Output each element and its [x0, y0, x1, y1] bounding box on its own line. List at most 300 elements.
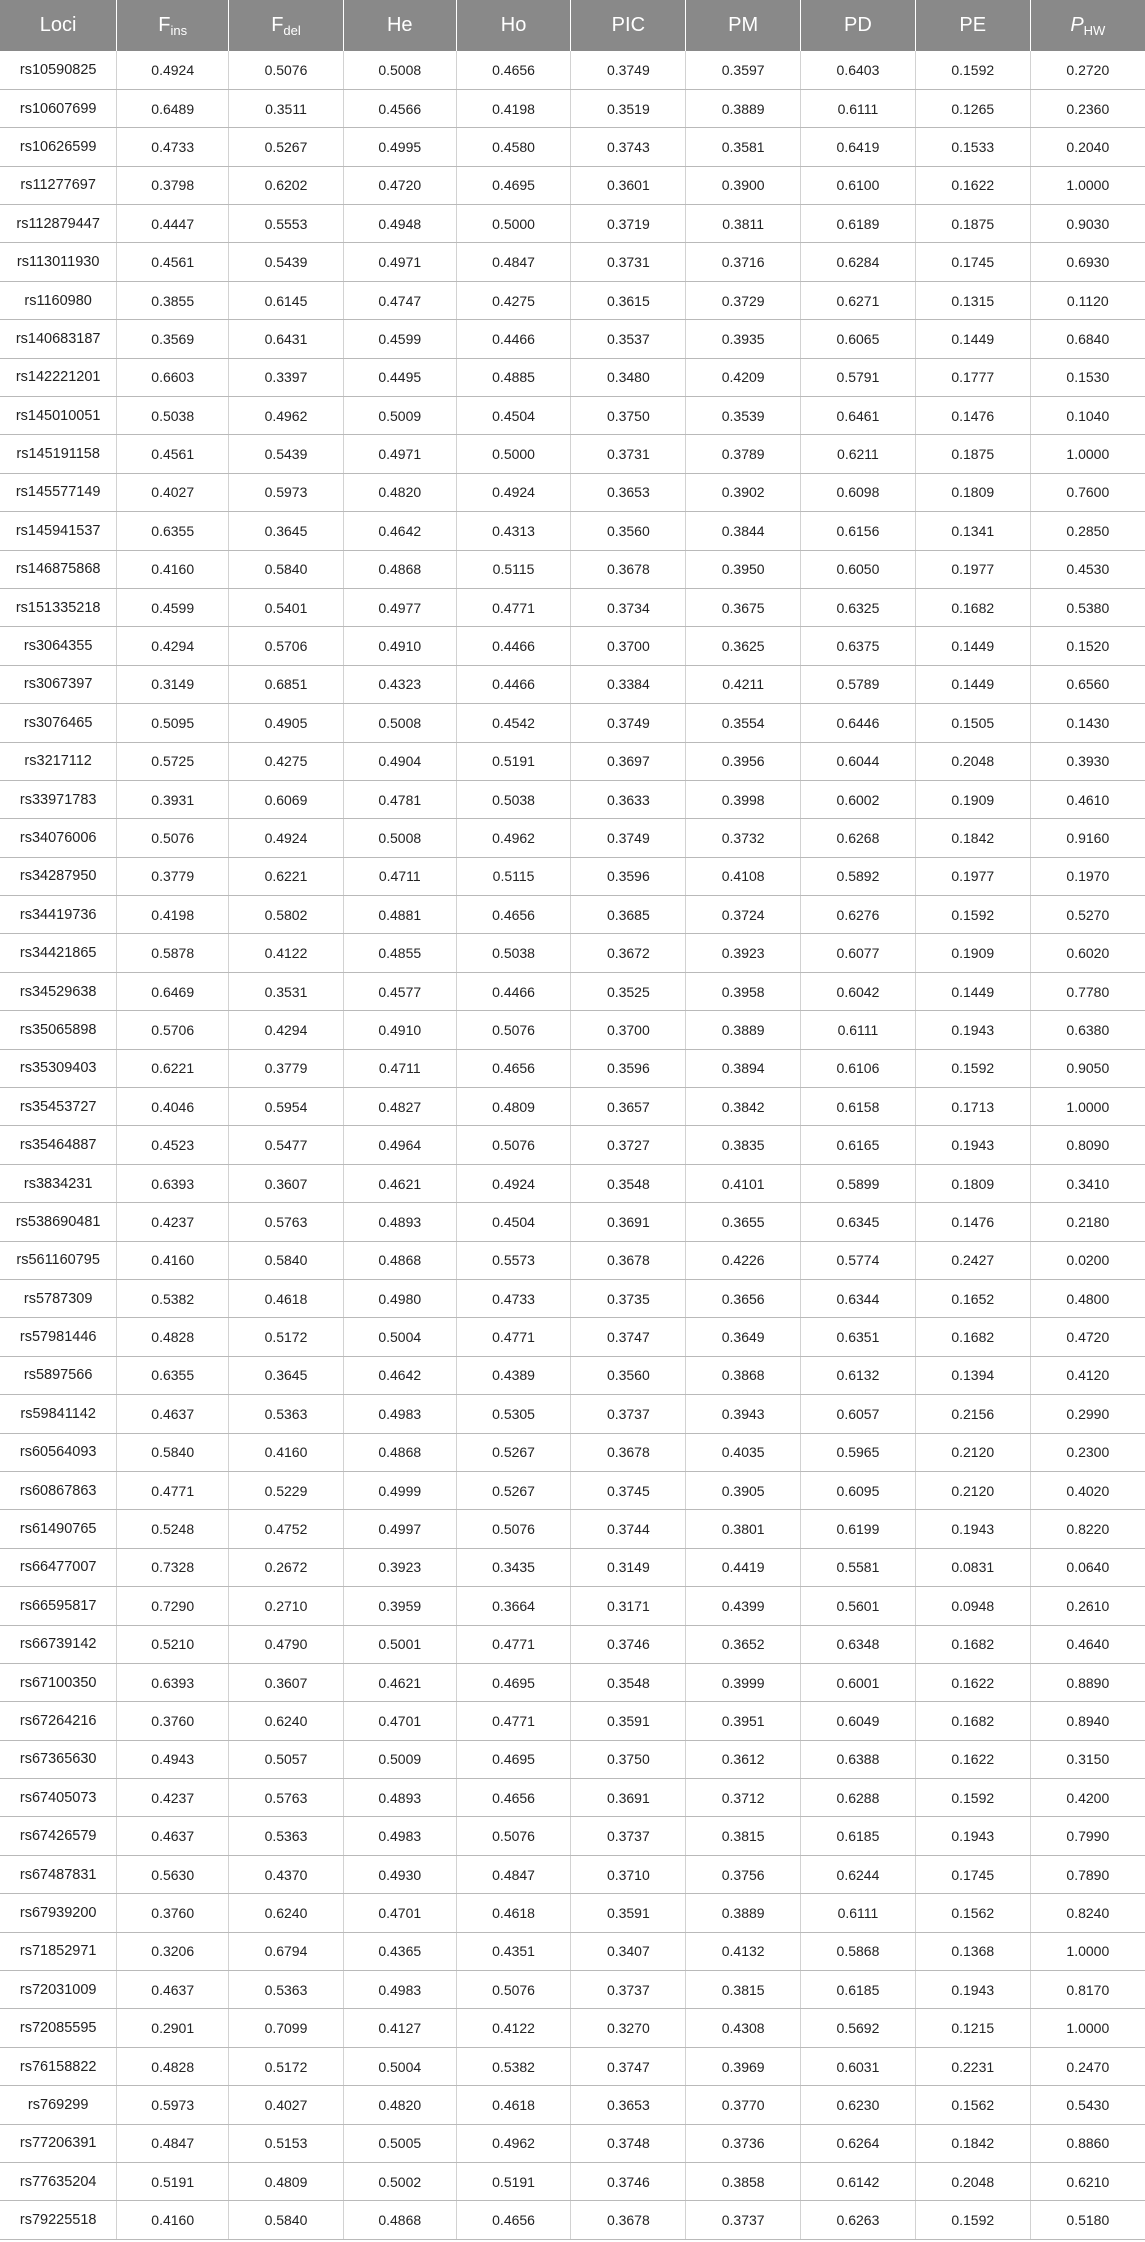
value-cell-pe: 0.1745: [915, 1855, 1030, 1893]
value-cell-pm: 0.3655: [686, 1203, 801, 1241]
value-cell-ho: 0.5076: [456, 1011, 571, 1049]
value-cell-pm: 0.3844: [686, 512, 801, 550]
value-cell-pe: 0.1682: [915, 1318, 1030, 1356]
value-cell-he: 0.4781: [343, 780, 456, 818]
table-row: [0, 1049, 1145, 1087]
value-cell-pd: 0.6375: [801, 627, 916, 665]
table-row: [0, 1356, 1145, 1394]
value-cell-pic: 0.3480: [571, 358, 686, 396]
value-cell-ho: 0.5038: [456, 934, 571, 972]
value-cell-f-del: 0.3607: [229, 1663, 344, 1701]
value-cell-pm: 0.3554: [686, 704, 801, 742]
value-cell-he: 0.5009: [343, 397, 456, 435]
table-row: [0, 1855, 1145, 1893]
value-cell-pe: 0.1315: [915, 281, 1030, 319]
value-cell-pe: 0.1592: [915, 1049, 1030, 1087]
value-cell-pm: 0.3905: [686, 1471, 801, 1509]
value-cell-pd: 0.6351: [801, 1318, 916, 1356]
value-cell-pic: 0.3596: [571, 857, 686, 895]
value-cell-f-del: 0.5172: [229, 1318, 344, 1356]
value-cell-pd: 0.6419: [801, 128, 916, 166]
table-row: [0, 320, 1145, 358]
value-cell-pd: 0.6268: [801, 819, 916, 857]
table-row: [0, 2047, 1145, 2085]
value-cell-f-ins: 0.3931: [117, 780, 229, 818]
value-cell-f-ins: 0.3855: [117, 281, 229, 319]
value-cell-pe: 0.1592: [915, 1779, 1030, 1817]
value-cell-pd: 0.5868: [801, 1932, 916, 1970]
value-cell-f-ins: 0.5076: [117, 819, 229, 857]
value-cell-pd: 0.6057: [801, 1395, 916, 1433]
value-cell-ho: 0.4771: [456, 1702, 571, 1740]
value-cell-pic: 0.3743: [571, 128, 686, 166]
value-cell-he: 0.4127: [343, 2009, 456, 2047]
value-cell-pic: 0.3171: [571, 1587, 686, 1625]
value-cell-pm: 0.3716: [686, 243, 801, 281]
value-cell-pic: 0.3633: [571, 780, 686, 818]
value-cell-pic: 0.3746: [571, 1625, 686, 1663]
value-cell-ho: 0.5000: [456, 205, 571, 243]
table-row: [0, 1702, 1145, 1740]
value-cell-ho: 0.4618: [456, 1894, 571, 1932]
value-cell-pe: 0.1652: [915, 1280, 1030, 1318]
value-cell-pd: 0.6244: [801, 1855, 916, 1893]
value-cell-pm: 0.3835: [686, 1126, 801, 1164]
locus-cell: rs10590825: [0, 51, 117, 89]
value-cell-ho: 0.4351: [456, 1932, 571, 1970]
value-cell-p-hw: 0.3150: [1030, 1740, 1145, 1778]
value-cell-f-ins: 0.3569: [117, 320, 229, 358]
value-cell-f-ins: 0.4046: [117, 1088, 229, 1126]
value-cell-f-del: 0.4924: [229, 819, 344, 857]
value-cell-pd: 0.6284: [801, 243, 916, 281]
value-cell-pm: 0.3999: [686, 1663, 801, 1701]
value-cell-pd: 0.6211: [801, 435, 916, 473]
value-cell-f-ins: 0.5382: [117, 1280, 229, 1318]
value-cell-f-del: 0.6145: [229, 281, 344, 319]
value-cell-he: 0.4701: [343, 1894, 456, 1932]
value-cell-f-ins: 0.4828: [117, 1318, 229, 1356]
value-cell-f-del: 0.5363: [229, 1971, 344, 2009]
value-cell-p-hw: 0.2850: [1030, 512, 1145, 550]
value-cell-f-ins: 0.4237: [117, 1203, 229, 1241]
value-cell-ho: 0.4924: [456, 473, 571, 511]
column-header-he: [343, 0, 456, 51]
value-cell-pe: 0.1394: [915, 1356, 1030, 1394]
value-cell-f-ins: 0.5973: [117, 2086, 229, 2124]
value-cell-f-del: 0.5763: [229, 1203, 344, 1241]
table-row: [0, 588, 1145, 626]
column-header-label: He: [386, 14, 413, 36]
value-cell-he: 0.4365: [343, 1932, 456, 1970]
value-cell-pic: 0.3697: [571, 742, 686, 780]
value-cell-f-del: 0.5763: [229, 1779, 344, 1817]
value-cell-pe: 0.2120: [915, 1471, 1030, 1509]
value-cell-pd: 0.6111: [801, 1011, 916, 1049]
value-cell-pic: 0.3672: [571, 934, 686, 972]
value-cell-he: 0.4868: [343, 1241, 456, 1279]
value-cell-p-hw: 0.0640: [1030, 1548, 1145, 1586]
value-cell-p-hw: 0.2720: [1030, 51, 1145, 89]
value-cell-f-ins: 0.6393: [117, 1663, 229, 1701]
locus-cell: rs71852971: [0, 1932, 117, 1970]
value-cell-f-del: 0.5363: [229, 1817, 344, 1855]
value-cell-p-hw: 0.1520: [1030, 627, 1145, 665]
value-cell-f-del: 0.5267: [229, 128, 344, 166]
value-cell-ho: 0.5267: [456, 1433, 571, 1471]
value-cell-p-hw: 0.6930: [1030, 243, 1145, 281]
locus-cell: rs67100350: [0, 1663, 117, 1701]
value-cell-pe: 0.1265: [915, 89, 1030, 127]
value-cell-pic: 0.3653: [571, 2086, 686, 2124]
value-cell-p-hw: 0.9050: [1030, 1049, 1145, 1087]
value-cell-f-ins: 0.2901: [117, 2009, 229, 2047]
table-row: [0, 1241, 1145, 1279]
value-cell-pd: 0.6100: [801, 166, 916, 204]
value-cell-f-del: 0.4752: [229, 1510, 344, 1548]
value-cell-f-del: 0.4370: [229, 1855, 344, 1893]
value-cell-pic: 0.3591: [571, 1702, 686, 1740]
value-cell-f-del: 0.4160: [229, 1433, 344, 1471]
value-cell-f-del: 0.4122: [229, 934, 344, 972]
value-cell-pd: 0.5791: [801, 358, 916, 396]
value-cell-f-del: 0.5477: [229, 1126, 344, 1164]
column-header-f-ins: [117, 0, 229, 51]
value-cell-f-del: 0.5973: [229, 473, 344, 511]
value-cell-f-del: 0.3645: [229, 1356, 344, 1394]
value-cell-pic: 0.3537: [571, 320, 686, 358]
value-cell-he: 0.4904: [343, 742, 456, 780]
value-cell-p-hw: 0.8890: [1030, 1663, 1145, 1701]
value-cell-f-del: 0.5401: [229, 588, 344, 626]
value-cell-f-ins: 0.4237: [117, 1779, 229, 1817]
value-cell-p-hw: 1.0000: [1030, 435, 1145, 473]
locus-cell: rs67365630: [0, 1740, 117, 1778]
value-cell-pm: 0.3675: [686, 588, 801, 626]
value-cell-ho: 0.4771: [456, 1625, 571, 1663]
value-cell-pm: 0.3842: [686, 1088, 801, 1126]
value-cell-pm: 0.3956: [686, 742, 801, 780]
value-cell-f-ins: 0.4447: [117, 205, 229, 243]
value-cell-pic: 0.3710: [571, 1855, 686, 1893]
column-header-label: F: [271, 13, 284, 36]
value-cell-pd: 0.5774: [801, 1241, 916, 1279]
value-cell-f-del: 0.5840: [229, 2201, 344, 2239]
column-header-pm: [686, 0, 801, 51]
value-cell-pm: 0.3889: [686, 1894, 801, 1932]
value-cell-pd: 0.6345: [801, 1203, 916, 1241]
value-cell-pm: 0.3889: [686, 89, 801, 127]
value-cell-pm: 0.3770: [686, 2086, 801, 2124]
value-cell-pm: 0.3652: [686, 1625, 801, 1663]
table-header: [0, 0, 1145, 51]
table-row: [0, 819, 1145, 857]
value-cell-pm: 0.3902: [686, 473, 801, 511]
table-row: [0, 358, 1145, 396]
column-header-pd: [801, 0, 916, 51]
value-cell-pd: 0.6158: [801, 1088, 916, 1126]
value-cell-pm: 0.3969: [686, 2047, 801, 2085]
value-cell-he: 0.4747: [343, 281, 456, 319]
value-cell-f-ins: 0.5840: [117, 1433, 229, 1471]
value-cell-f-ins: 0.4561: [117, 243, 229, 281]
value-cell-pic: 0.3519: [571, 89, 686, 127]
value-cell-ho: 0.5191: [456, 742, 571, 780]
value-cell-pic: 0.3745: [571, 1471, 686, 1509]
value-cell-f-del: 0.5172: [229, 2047, 344, 2085]
value-cell-pm: 0.3737: [686, 2201, 801, 2239]
value-cell-p-hw: 1.0000: [1030, 1088, 1145, 1126]
value-cell-pe: 0.1622: [915, 166, 1030, 204]
value-cell-pic: 0.3747: [571, 1318, 686, 1356]
value-cell-p-hw: 0.4610: [1030, 780, 1145, 818]
value-cell-he: 0.4642: [343, 512, 456, 550]
value-cell-pic: 0.3734: [571, 588, 686, 626]
value-cell-ho: 0.4809: [456, 1088, 571, 1126]
value-cell-f-ins: 0.5248: [117, 1510, 229, 1548]
locus-cell: rs140683187: [0, 320, 117, 358]
value-cell-pm: 0.4108: [686, 857, 801, 895]
value-cell-pm: 0.3815: [686, 1971, 801, 2009]
value-cell-pm: 0.3736: [686, 2124, 801, 2162]
locus-cell: rs769299: [0, 2086, 117, 2124]
value-cell-ho: 0.4504: [456, 1203, 571, 1241]
column-header-subscript: ins: [170, 22, 188, 38]
value-cell-ho: 0.4198: [456, 89, 571, 127]
table-row: [0, 1280, 1145, 1318]
locus-cell: rs35453727: [0, 1088, 117, 1126]
value-cell-pd: 0.5789: [801, 665, 916, 703]
value-cell-f-del: 0.4962: [229, 397, 344, 435]
table-row: [0, 1587, 1145, 1625]
locus-cell: rs33971783: [0, 780, 117, 818]
value-cell-f-ins: 0.5630: [117, 1855, 229, 1893]
value-cell-p-hw: 0.6210: [1030, 2162, 1145, 2200]
value-cell-p-hw: 0.4020: [1030, 1471, 1145, 1509]
locus-cell: rs142221201: [0, 358, 117, 396]
value-cell-pe: 0.1842: [915, 819, 1030, 857]
table-body: [0, 51, 1145, 2239]
value-cell-f-ins: 0.3760: [117, 1702, 229, 1740]
value-cell-f-ins: 0.4943: [117, 1740, 229, 1778]
table-row: [0, 2086, 1145, 2124]
value-cell-f-ins: 0.5725: [117, 742, 229, 780]
locus-cell: rs146875868: [0, 550, 117, 588]
value-cell-he: 0.4868: [343, 2201, 456, 2239]
value-cell-f-del: 0.6851: [229, 665, 344, 703]
value-cell-pe: 0.1943: [915, 1126, 1030, 1164]
locus-cell: rs538690481: [0, 1203, 117, 1241]
value-cell-pe: 0.2120: [915, 1433, 1030, 1471]
locus-cell: rs67939200: [0, 1894, 117, 1932]
value-cell-pic: 0.3548: [571, 1164, 686, 1202]
value-cell-he: 0.5009: [343, 1740, 456, 1778]
value-cell-f-ins: 0.5095: [117, 704, 229, 742]
column-header-label: P: [1070, 13, 1084, 36]
value-cell-pe: 0.1943: [915, 1011, 1030, 1049]
column-header-label: Ho: [500, 14, 527, 36]
value-cell-pm: 0.3789: [686, 435, 801, 473]
value-cell-p-hw: 0.6840: [1030, 320, 1145, 358]
value-cell-f-ins: 0.4637: [117, 1817, 229, 1855]
table-row: [0, 512, 1145, 550]
locus-cell: rs67426579: [0, 1817, 117, 1855]
value-cell-pd: 0.6276: [801, 896, 916, 934]
locus-cell: rs34421865: [0, 934, 117, 972]
value-cell-pd: 0.6106: [801, 1049, 916, 1087]
value-cell-pm: 0.4308: [686, 2009, 801, 2047]
value-cell-he: 0.4820: [343, 2086, 456, 2124]
value-cell-f-del: 0.5153: [229, 2124, 344, 2162]
value-cell-pic: 0.3719: [571, 205, 686, 243]
value-cell-p-hw: 0.4200: [1030, 1779, 1145, 1817]
value-cell-f-del: 0.6240: [229, 1894, 344, 1932]
locus-cell: rs60564093: [0, 1433, 117, 1471]
value-cell-p-hw: 0.2300: [1030, 1433, 1145, 1471]
value-cell-p-hw: 0.8170: [1030, 1971, 1145, 2009]
value-cell-f-del: 0.3397: [229, 358, 344, 396]
value-cell-pe: 0.1842: [915, 2124, 1030, 2162]
value-cell-pm: 0.4419: [686, 1548, 801, 1586]
value-cell-ho: 0.4962: [456, 2124, 571, 2162]
column-header-pic: [571, 0, 686, 51]
value-cell-ho: 0.4122: [456, 2009, 571, 2047]
value-cell-pm: 0.4209: [686, 358, 801, 396]
value-cell-pe: 0.1909: [915, 780, 1030, 818]
value-cell-p-hw: 0.1040: [1030, 397, 1145, 435]
value-cell-pd: 0.6049: [801, 1702, 916, 1740]
value-cell-pd: 0.6132: [801, 1356, 916, 1394]
value-cell-ho: 0.5076: [456, 1510, 571, 1548]
column-header-label: Loci: [39, 14, 77, 36]
value-cell-f-del: 0.4790: [229, 1625, 344, 1663]
value-cell-f-ins: 0.5878: [117, 934, 229, 972]
value-cell-he: 0.3959: [343, 1587, 456, 1625]
value-cell-f-ins: 0.7328: [117, 1548, 229, 1586]
table-row: [0, 397, 1145, 435]
table-row: [0, 1663, 1145, 1701]
value-cell-pd: 0.6185: [801, 1971, 916, 2009]
value-cell-pic: 0.3731: [571, 243, 686, 281]
value-cell-he: 0.4827: [343, 1088, 456, 1126]
locus-cell: rs145010051: [0, 397, 117, 435]
table-row: [0, 1126, 1145, 1164]
value-cell-p-hw: 0.8860: [1030, 2124, 1145, 2162]
locus-cell: rs57981446: [0, 1318, 117, 1356]
value-cell-pd: 0.6199: [801, 1510, 916, 1548]
value-cell-p-hw: 0.4720: [1030, 1318, 1145, 1356]
value-cell-f-del: 0.7099: [229, 2009, 344, 2047]
value-cell-he: 0.4948: [343, 205, 456, 243]
value-cell-pe: 0.1622: [915, 1663, 1030, 1701]
value-cell-he: 0.4999: [343, 1471, 456, 1509]
locus-cell: rs3064355: [0, 627, 117, 665]
locus-cell: rs5787309: [0, 1280, 117, 1318]
value-cell-p-hw: 0.1530: [1030, 358, 1145, 396]
locus-cell: rs61490765: [0, 1510, 117, 1548]
table-row: [0, 972, 1145, 1010]
value-cell-he: 0.4566: [343, 89, 456, 127]
value-cell-pe: 0.1977: [915, 550, 1030, 588]
value-cell-f-ins: 0.6221: [117, 1049, 229, 1087]
value-cell-pm: 0.3923: [686, 934, 801, 972]
value-cell-pic: 0.3149: [571, 1548, 686, 1586]
value-cell-pic: 0.3615: [571, 281, 686, 319]
value-cell-pm: 0.3950: [686, 550, 801, 588]
value-cell-f-del: 0.5553: [229, 205, 344, 243]
value-cell-pe: 0.2048: [915, 2162, 1030, 2200]
value-cell-ho: 0.4733: [456, 1280, 571, 1318]
value-cell-pd: 0.5892: [801, 857, 916, 895]
table-row: [0, 243, 1145, 281]
value-cell-he: 0.4980: [343, 1280, 456, 1318]
value-cell-he: 0.4930: [343, 1855, 456, 1893]
locus-cell: rs72031009: [0, 1971, 117, 2009]
value-cell-p-hw: 0.4640: [1030, 1625, 1145, 1663]
value-cell-ho: 0.4389: [456, 1356, 571, 1394]
table-row: [0, 1740, 1145, 1778]
value-cell-p-hw: 0.7600: [1030, 473, 1145, 511]
value-cell-pe: 0.1943: [915, 1510, 1030, 1548]
table-row: [0, 1548, 1145, 1586]
value-cell-pd: 0.5965: [801, 1433, 916, 1471]
locus-cell: rs35065898: [0, 1011, 117, 1049]
value-cell-he: 0.4621: [343, 1164, 456, 1202]
table-row: [0, 934, 1145, 972]
locus-cell: rs77635204: [0, 2162, 117, 2200]
value-cell-pd: 0.6156: [801, 512, 916, 550]
value-cell-pd: 0.6344: [801, 1280, 916, 1318]
table-row: [0, 1510, 1145, 1548]
value-cell-pm: 0.3625: [686, 627, 801, 665]
value-cell-he: 0.4977: [343, 588, 456, 626]
column-header-ho: [456, 0, 571, 51]
table-row: [0, 665, 1145, 703]
value-cell-pd: 0.5601: [801, 1587, 916, 1625]
value-cell-ho: 0.4924: [456, 1164, 571, 1202]
value-cell-pd: 0.6111: [801, 1894, 916, 1932]
value-cell-p-hw: 0.6380: [1030, 1011, 1145, 1049]
value-cell-f-del: 0.4905: [229, 704, 344, 742]
value-cell-f-del: 0.4809: [229, 2162, 344, 2200]
table-row: [0, 1395, 1145, 1433]
value-cell-pe: 0.1592: [915, 2201, 1030, 2239]
value-cell-f-del: 0.4294: [229, 1011, 344, 1049]
value-cell-pe: 0.1745: [915, 243, 1030, 281]
locus-cell: rs66477007: [0, 1548, 117, 1586]
value-cell-p-hw: 0.3410: [1030, 1164, 1145, 1202]
value-cell-pd: 0.6111: [801, 89, 916, 127]
table-row: [0, 857, 1145, 895]
table-row: [0, 1971, 1145, 2009]
value-cell-pd: 0.6044: [801, 742, 916, 780]
value-cell-pic: 0.3749: [571, 51, 686, 89]
value-cell-he: 0.4642: [343, 1356, 456, 1394]
value-cell-pe: 0.2156: [915, 1395, 1030, 1433]
value-cell-pe: 0.1875: [915, 205, 1030, 243]
value-cell-pic: 0.3591: [571, 1894, 686, 1932]
value-cell-pm: 0.3811: [686, 205, 801, 243]
value-cell-pe: 0.1449: [915, 972, 1030, 1010]
table-row: [0, 2124, 1145, 2162]
value-cell-pd: 0.6001: [801, 1663, 916, 1701]
value-cell-f-ins: 0.5706: [117, 1011, 229, 1049]
value-cell-pe: 0.1809: [915, 1164, 1030, 1202]
value-cell-pm: 0.3943: [686, 1395, 801, 1433]
value-cell-he: 0.4910: [343, 627, 456, 665]
locus-cell: rs145941537: [0, 512, 117, 550]
table-row: [0, 51, 1145, 89]
